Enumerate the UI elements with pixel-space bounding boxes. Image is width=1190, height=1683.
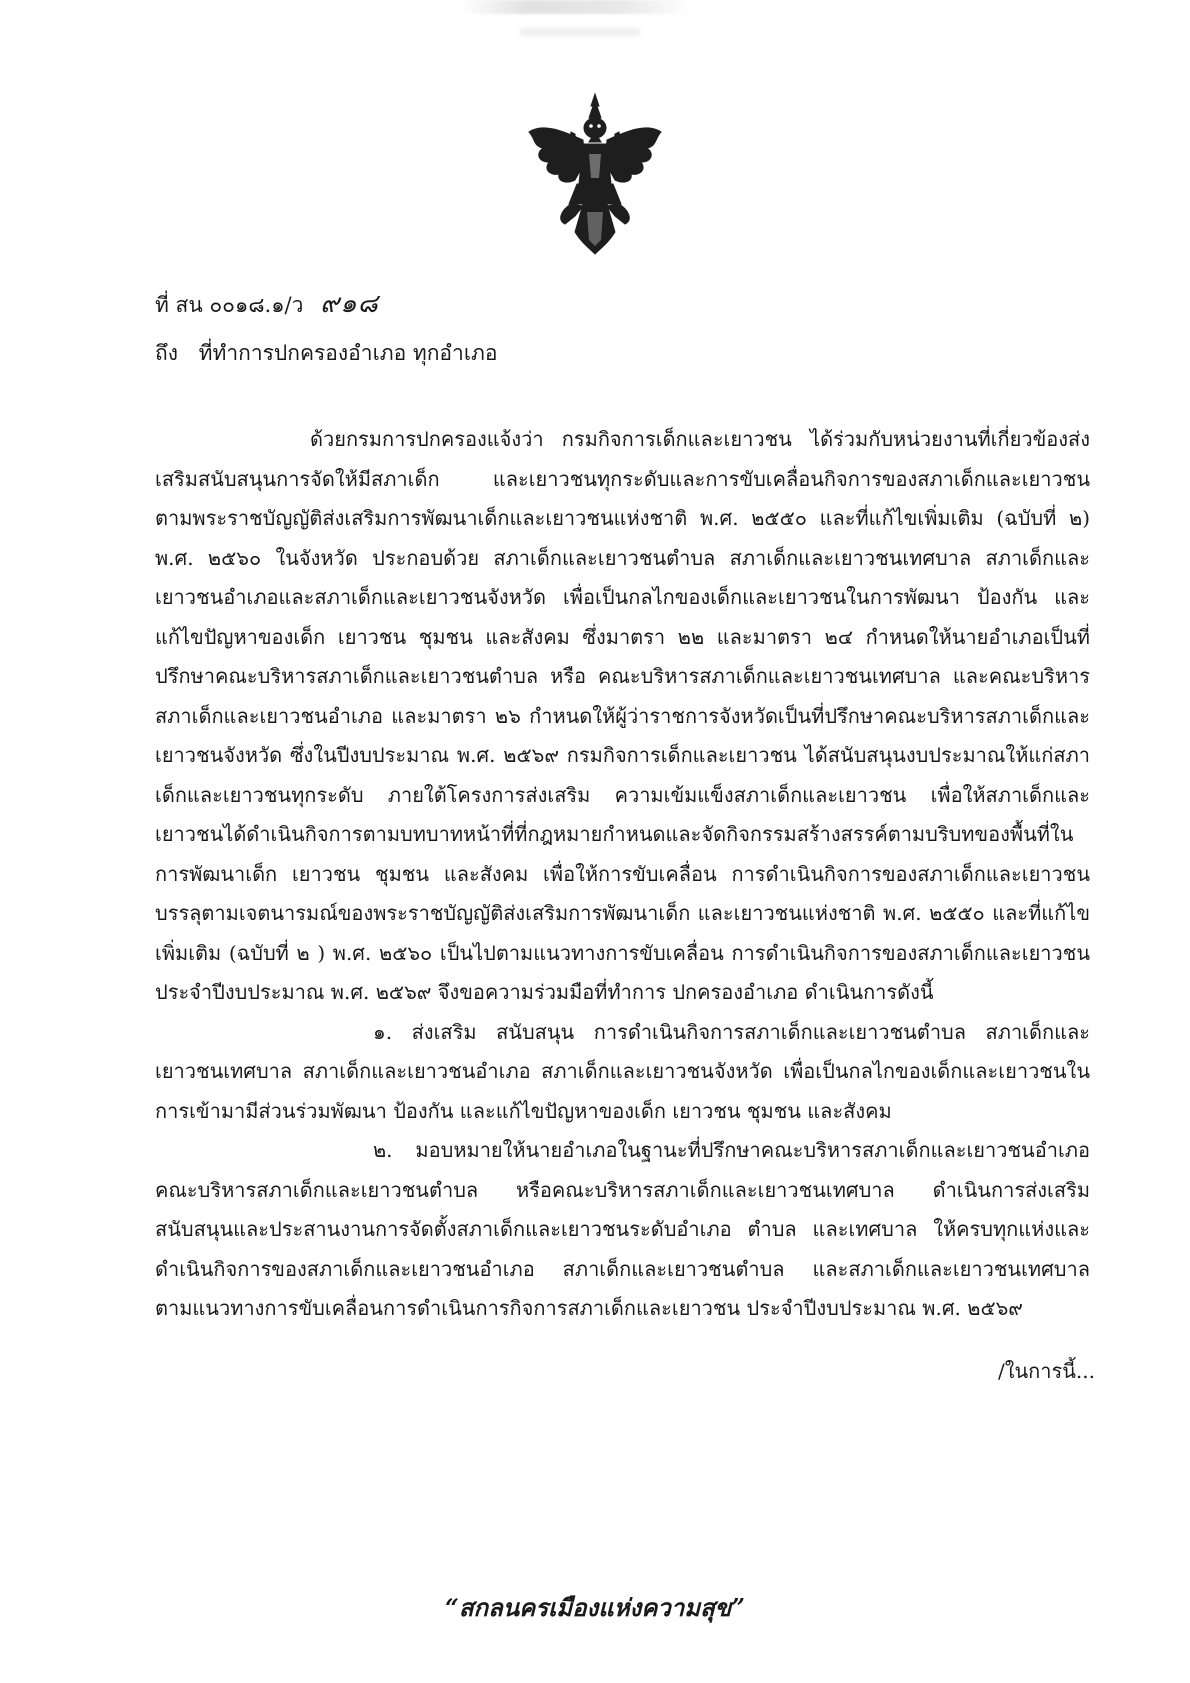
letter-body xyxy=(155,420,1090,1329)
garuda-emblem xyxy=(525,92,665,257)
paragraph-item-1: ๑. ส่งเสริม สนับสนุน การดำเนินกิจการสภาเด็กและเยาวชนตำบล สภาเด็กและเยาวชนเทศบาล สภาเด็กและเยาวชนอำเภอ สภาเด็กและเยาวชนจังหวัด เพื่อเป็นกลไกของเด็กและเยาวชนในการเข้ามามีส่วนร่วมพัฒนา ป้องกัน และแก้ไขปัญหาของเด็ก เยาวชน ชุมชน และสังคม xyxy=(155,1019,1090,1123)
recipient-label: ถึง xyxy=(155,341,178,365)
recipient-value: ที่ทำการปกครองอำเภอ ทุกอำเภอ xyxy=(198,341,498,365)
scan-artifact xyxy=(520,28,640,36)
reference-number xyxy=(155,283,379,324)
paragraph-item-2: ๒. มอบหมายให้นายอำเภอในฐานะที่ปรึกษาคณะบริหารสภาเด็กและเยาวชนอำเภอ คณะบริหารสภาเด็กและเยาวชนตำบล หรือคณะบริหารสภาเด็กและเยาวชนเทศบาล ดำเนินการส่งเสริมสนับสนุนและประสานงานการจัดตั้งสภาเด็กและเยาวชนระดับอำเภอ ตำบล และเทศบาล ให้ครบทุกแห่งและดำเนินกิจการของสภาเด็กและเยาวชนอำเภอ สภาเด็กและเยาวชนตำบล และสภาเด็กและเยาวชนเทศบาล ตามแนวทางการขับเคลื่อนการดำเนินการกิจการสภาเด็กและเยาวชน ประจำปีงบประมาณ พ.ศ. ๒๕๖๙ xyxy=(155,1138,1090,1320)
province-slogan: “สกลนครเมืองแห่งความสุข” xyxy=(445,1593,745,1622)
recipient-line xyxy=(155,337,497,370)
paragraph-intro: ด้วยกรมการปกครองแจ้งว่า กรมกิจการเด็กและเยาวชน ได้ร่วมกับหน่วยงานที่เกี่ยวข้องส่งเสริมสนับสนุนการจัดให้มีสภาเด็ก และเยาวชนทุกระดับและการขับเคลื่อนกิจการของสภาเด็กและเยาวชน ตามพระราชบัญญัติส่งเสริมการพัฒนาเด็กและเยาวชนแห่งชาติ พ.ศ. ๒๕๕๐ และที่แก้ไขเพิ่มเติม (ฉบับที่ ๒) พ.ศ. ๒๕๖๐ ในจังหวัด ประกอบด้วย สภาเด็กและเยาวชนตำบล สภาเด็กและเยาวชนเทศบาล สภาเด็กและเยาวชนอำเภอและสภาเด็กและเยาวชนจังหวัด เพื่อเป็นกลไกของเด็กและเยาวชนในการพัฒนา ป้องกัน และแก้ไขปัญหาของเด็ก เยาวชน ชุมชน และสังคม ซึ่งมาตรา ๒๒ และมาตรา ๒๔ กำหนดให้นายอำเภอเป็นที่ปรึกษาคณะบริหารสภาเด็กและเยาวชนตำบล หรือ คณะบริหารสภาเด็กและเยาวชนเทศบาล และคณะบริหารสภาเด็กและเยาวชนอำเภอ และมาตรา ๒๖ กำหนดให้ผู้ว่าราชการจังหวัดเป็นที่ปรึกษาคณะบริหารสภาเด็กและเยาวชนจังหวัด ซึ่งในปีงบประมาณ พ.ศ. ๒๕๖๙ กรมกิจการเด็กและเยาวชน ได้สนับสนุนงบประมาณให้แก่สภาเด็กและเยาวชนทุกระดับ ภายใต้โครงการส่งเสริม ความเข้มแข็งสภาเด็กและเยาวชน เพื่อให้สภาเด็กและเยาวชนได้ดำเนินกิจการตามบทบาทหน้าที่ที่กฎหมายกำหนดและจัดกิจกรรมสร้างสรรค์ตามบริบทของพื้นที่ในการพัฒนาเด็ก เยาวชน ชุมชน และสังคม เพื่อให้การขับเคลื่อน การดำเนินกิจการของสภาเด็กและเยาวชนบรรลุตามเจตนารมณ์ของพระราชบัญญัติส่งเสริมการพัฒนาเด็ก และเยาวชนแห่งชาติ พ.ศ. ๒๕๕๐ และที่แก้ไขเพิ่มเติม (ฉบับที่ ๒ ) พ.ศ. ๒๕๖๐ เป็นไปตามแนวทางการขับเคลื่อน การดำเนินกิจการของสภาเด็กและเยาวชนประจำปีงบประมาณ พ.ศ. ๒๕๖๙ จึงขอความร่วมมือที่ทำการ ปกครองอำเภอ ดำเนินการดังนี้ xyxy=(155,427,1090,1004)
continued-marker: /ในการนี้... xyxy=(997,1359,1095,1383)
handwritten-reference-number: ๙๑๘ xyxy=(320,289,379,319)
scan-artifact xyxy=(460,0,690,14)
reference-label: ที่ สน ๐๐๑๘.๑/ว xyxy=(155,293,304,317)
